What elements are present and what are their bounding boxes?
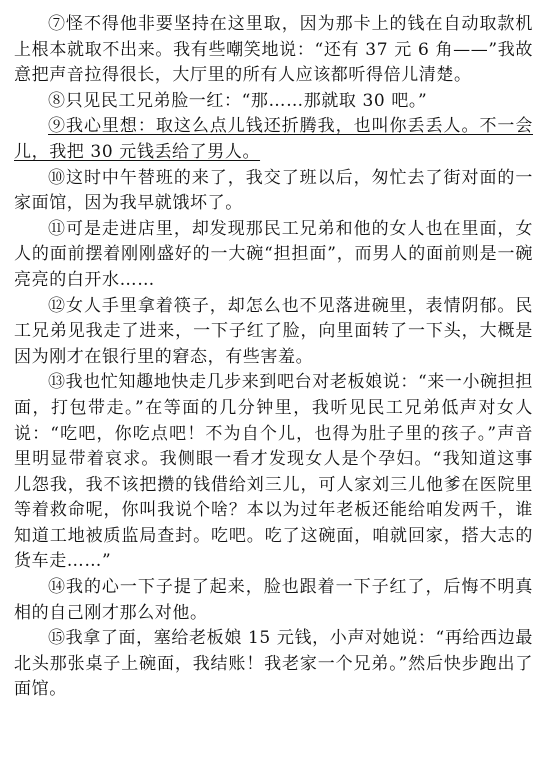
paragraph-12: ⑫女人手里拿着筷子，却怎么也不见落进碗里，表情阴郁。民工兄弟见我走了进来，一下子红了脸，向里面转了一下头，大概是因为刚才在银行里的窘态，有些害羞。 <box>14 295 533 367</box>
paragraph-8: ⑧只见民工兄弟脸一红：“那……那就取 30 吧。” <box>48 90 428 111</box>
paragraph-7: ⑦怪不得他非要坚持在这里取，因为那卡上的钱在自动取款机上根本就取不出来。我有些嘲笑地说：“还有 37 元 6 角——”我故意把声音拉得很长，大厅里的所有人应该都听得倍儿清楚。 <box>14 14 533 86</box>
paragraph-9 <box>14 114 533 165</box>
underlined-sentence: ⑨我心里想：取这么点儿钱还折腾我，也叫你丢丢人。不一会儿，我把 30 元钱丢给了男人。 <box>14 116 533 162</box>
paragraph-11: ⑪可是走进店里，却发现那民工兄弟和他的女人也在里面，女人的面前摆着刚刚盛好的一大碗“担担面”，而男人的面前则是一碗亮亮的白开水…… <box>14 218 533 290</box>
paragraph-13: ⑬我也忙知趣地快走几步来到吧台对老板娘说：“来一小碗担担面，打包带走。”在等面的几分钟里，我听见民工兄弟低声对女人说：“吃吧，你吃点吧！不为自个儿，也得为肚子里的孩子。”声音里明显带着哀求。我侧眼一看才发现女人是个孕妇。“我知道这事儿怨我，我不该把攒的钱借给刘三儿，可人家刘三儿他爹在医院里等着救命呢，你叫我说个啥？本以为过年老板还能给咱发两千，谁知道工地被质监局查封。吃吧。吃了这碗面，咱就回家，搭大志的货车走……” <box>14 372 533 572</box>
paragraph-14: ⑭我的心一下子提了起来，脸也跟着一下子红了，后悔不明真相的自己刚才那么对他。 <box>14 577 533 623</box>
paragraph-10: ⑩这时中午替班的来了，我交了班以后，匆忙去了街对面的一家面馆，因为我早就饿坏了。 <box>14 167 533 214</box>
paragraph-15: ⑮我拿了面，塞给老板娘 15 元钱，小声对她说：“再给西边最北头那张桌子上碗面，我结账！我老家一个兄弟。”然后快步跑出了面馆。 <box>14 628 533 700</box>
